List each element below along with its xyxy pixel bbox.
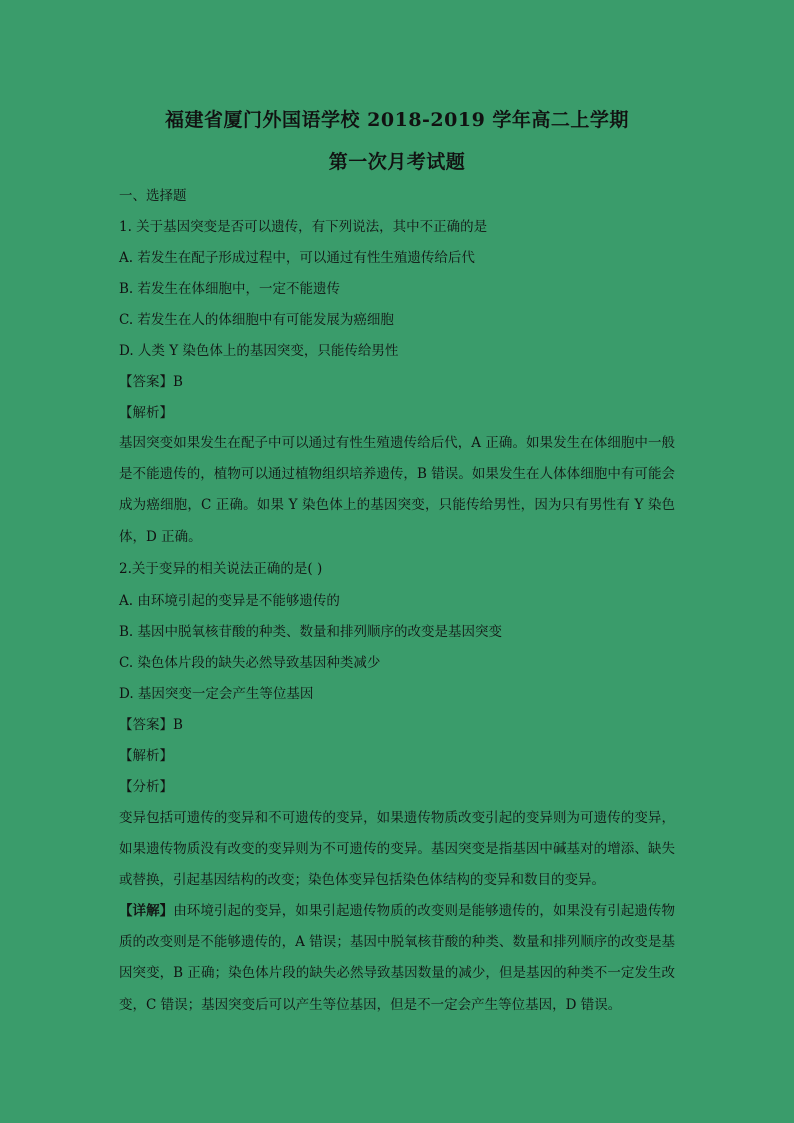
q2-option-c: C. 染色体片段的缺失必然导致基因种类减少: [119, 655, 381, 671]
q2-option-d: D. 基因突变一定会产生等位基因: [119, 686, 314, 702]
q2-xiangjie: [119, 896, 675, 1021]
q2-option-b: B. 基因中脱氧核苷酸的种类、数量和排列顺序的改变是基因突变: [119, 624, 503, 640]
q2-xiangjie-label: 【详解】: [119, 903, 174, 919]
q2-xiangjie-text: 由环境引起的变异，如果引起遗传物质的改变则是能够遗传的，如果没有引起遗传物质的改变则是不能够遗传的，A 错误；基因中脱氧核苷酸的种类、数量和排列顺序的改变是基因突变，B 正确；染色体片段的缺失必然导致基因数量的减少，但是基因的种类不一定发生改变，C 错误；基因突变后可以产生等位基因，但是不一定会产生等位基因，D 错误。: [119, 903, 675, 1013]
q2-stem: 2.关于变异的相关说法正确的是( ): [119, 561, 323, 577]
q1-option-b: B. 若发生在体细胞中，一定不能遗传: [119, 281, 341, 297]
section-heading: 一、选择题: [119, 188, 187, 204]
q1-analysis-label: 【解析】: [119, 405, 173, 421]
q2-analysis-label: 【解析】: [119, 748, 173, 764]
q1-option-a: A. 若发生在配子形成过程中，可以通过有性生殖遗传给后代: [119, 250, 475, 266]
q1-analysis-text: 基因突变如果发生在配子中可以通过有性生殖遗传给后代，A 正确。如果发生在体细胞中一般是不能遗传的，植物可以通过植物组织培养遗传，B 错误。如果发生在人体体细胞中有可能会成为癌细胞，C 正确。如果 Y 染色体上的基因突变，只能传给男性，因为只有男性有 Y 染色体，D 正确。: [119, 435, 675, 545]
page-title: 福建省厦门外国语学校 2018-2019 学年高二上学期: [165, 109, 629, 131]
q2-option-a: A. 由环境引起的变异是不能够遗传的: [119, 593, 340, 609]
q2-answer: 【答案】B: [119, 717, 183, 733]
q2-fenxi-text: 变异包括可遗传的变异和不可遗传的变异，如果遗传物质改变引起的变异则为可遗传的变异，如果遗传物质没有改变的变异则为不可遗传的变异。基因突变是指基因中碱基对的增添、缺失或替换，引起基因结构的改变；染色体变异包括染色体结构的变异和数目的变异。: [119, 810, 675, 889]
q1-option-d: D. 人类 Y 染色体上的基因突变，只能传给男性: [119, 343, 399, 359]
q1-answer: 【答案】B: [119, 374, 183, 390]
q2-fenxi-label: 【分析】: [119, 779, 173, 795]
q1-option-c: C. 若发生在人的体细胞中有可能发展为癌细胞: [119, 312, 394, 328]
q1-stem: 1. 关于基因突变是否可以遗传，有下列说法，其中不正确的是: [119, 219, 488, 235]
page-subtitle: 第一次月考试题: [328, 151, 466, 173]
